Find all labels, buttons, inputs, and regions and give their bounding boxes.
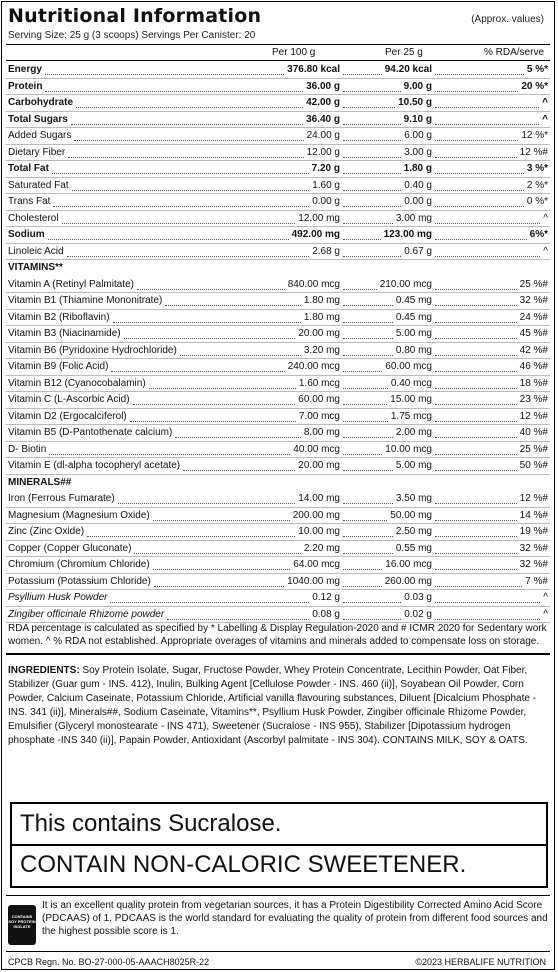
leader-dots [343,147,401,158]
value-rda: 12 %# [519,146,548,158]
value-rda: 19 %# [519,526,548,537]
nutrient-row [8,442,554,458]
leader-dots [343,493,393,504]
value-rda: 2 %* [526,179,548,191]
leader-dots [68,147,303,158]
leader-dots [165,295,301,306]
leader-dots [110,592,309,603]
leader-dots [435,361,517,372]
value-per100: 64.00 mcg [293,559,340,570]
value-rda: 32 %# [519,542,548,554]
value-rda: 12 %# [519,410,548,422]
nutrient-name: Energy [8,64,42,75]
value-per25: 3.50 mg [395,493,432,504]
nutrient-name: Potassium (Potassium Chloride) [8,575,151,587]
value-per25: 94.20 kcal [384,64,432,75]
leader-dots [183,460,295,471]
nutrient-row [8,277,554,293]
value-rda: ^ [542,113,548,125]
leader-dots [343,394,387,405]
leader-dots [45,81,303,92]
nutrient-name: Cholesterol [8,212,59,224]
value-rda: 46 %# [519,361,548,372]
leader-dots [343,246,401,257]
value-rda: 25 %# [519,443,548,455]
leader-dots [343,97,395,108]
nutrient-row [8,491,554,507]
divider [6,951,550,952]
value-per25: 3.00 mg [395,212,432,224]
leader-dots [153,510,290,521]
value-per100: 12.00 mg [298,212,340,224]
leader-dots [343,559,382,570]
nutrient-row [8,343,554,359]
approx-note: (Approx. values) [471,14,544,25]
value-per100: 492.00 mg [291,229,340,240]
leader-dots [343,543,393,554]
nutrient-row [8,128,554,144]
leader-dots [435,576,522,587]
value-per25: 0.40 mcg [390,377,432,389]
leader-dots [435,427,517,438]
value-rda: ^ [542,97,548,108]
nutrient-name: Vitamin B9 (Folic Acid) [8,361,109,372]
leader-dots [154,576,284,587]
leader-dots [343,510,387,521]
value-rda: 12 %* [521,130,548,141]
value-per25: 0.03 g [404,592,432,603]
value-per100: 24.00 g [306,130,340,141]
leader-dots [71,114,303,125]
value-per25: 0.45 mg [395,295,432,306]
value-per100: 1.80 mg [303,311,340,323]
value-per25: 260.00 mg [384,575,432,587]
leader-dots [435,559,517,570]
serving-info: Serving Size: 25 g (3 scoops) Servings Per Canister: 20 [8,30,256,41]
leader-dots [343,312,393,323]
leader-dots [435,229,527,240]
value-rda: 32 %# [519,559,548,570]
col-header-per100: Per 100 g [272,47,316,58]
leader-dots [435,378,517,389]
nutrient-row [8,607,554,623]
leader-dots [343,213,393,224]
value-per25: 0.00 g [404,196,432,207]
value-rda: 18 %# [519,377,548,389]
value-per25: 0.67 g [404,245,432,257]
leader-dots [124,328,296,339]
leader-dots [343,279,377,290]
nutrient-row [8,359,554,375]
leader-dots [435,279,517,290]
nutrient-row [8,112,554,128]
value-per25: 0.45 mg [395,311,432,323]
leader-dots [137,279,285,290]
leader-dots [153,559,291,570]
nutrient-name: Vitamin B12 (Cyanocobalamin) [8,377,146,389]
nutrient-name: Zingiber officinale Rhizome powder [8,608,165,620]
value-rda: 50 %# [519,460,548,471]
nutrient-row [8,541,554,557]
ingredients-block [8,664,548,748]
leader-dots [435,543,517,554]
copyright: ©2023 HERBALIFE NUTRITION [415,957,546,967]
value-per25: 9.10 g [403,113,432,125]
value-rda: 7 %# [525,575,548,587]
nutrient-row [8,178,554,194]
value-rda: 0 %* [526,196,548,207]
nutrient-name: Chromium (Chromium Chloride) [8,559,150,570]
value-per100: 20.00 mg [298,328,340,339]
value-per100: 3.20 mg [303,344,340,356]
nutrient-row [8,79,554,95]
leader-dots [435,411,517,422]
divider [6,895,550,896]
value-per100: 1.80 mg [303,295,340,306]
divider [6,60,550,61]
leader-dots [435,295,517,306]
nutrient-row [8,227,554,243]
sucralose-warning: This contains Sucralose. [20,810,282,837]
nutrient-name: Copper (Copper Gluconate) [8,542,132,554]
nutrient-name: Protein [8,80,43,92]
value-rda: ^ [543,245,548,257]
nutrient-name: Vitamin B1 (Thiamine Mononitrate) [8,295,163,306]
leader-dots [435,97,539,108]
value-per100: 12.00 g [306,146,340,158]
value-per25: 15.00 mg [390,394,432,405]
value-per100: 1.60 mcg [298,377,340,389]
col-header-rda: % RDA/serve [483,47,544,58]
leader-dots [435,460,517,471]
value-rda: 45 %# [519,328,548,339]
nutrition-panel [1,1,555,970]
value-per25: 10.00 mcg [385,443,432,455]
value-per100: 376.80 kcal [287,64,340,75]
leader-dots [435,114,539,125]
nutrient-name: Vitamin B3 (Niacinamide) [8,328,121,339]
value-per25: 0.55 mg [395,542,432,554]
nutrient-row [8,458,554,474]
value-per25: 0.02 g [404,608,432,620]
nutrient-name: Vitamin C (L-Ascorbic Acid) [8,394,130,405]
leader-dots [343,526,393,537]
value-per25: 10.50 g [398,97,432,108]
leader-dots [435,592,540,603]
value-rda: 40 %# [519,427,548,438]
leader-dots [435,312,517,323]
nutrient-row [8,376,554,392]
value-rda: ^ [543,212,548,224]
leader-dots [435,81,518,92]
value-per25: 2.50 mg [395,526,432,537]
value-rda: 25 %# [519,278,548,290]
nutrient-row [8,557,554,573]
row-divider [6,259,550,260]
nutrient-name: Carbohydrate [8,97,74,108]
value-per100: 240.00 mcg [287,361,340,372]
value-per25: 0.40 g [404,179,432,191]
divider [6,653,550,655]
value-per25: 0.80 mg [395,344,432,356]
leader-dots [435,246,540,257]
leader-dots [435,328,517,339]
value-per100: 60.00 mg [298,394,340,405]
leader-dots [343,592,401,603]
value-rda: 6%* [529,229,548,240]
value-per100: 2.20 mg [303,542,340,554]
ingredients-text: Soy Protein Isolate, Sugar, Fructose Powder, Whey Protein Concentrate, Lecithin Powder, Oat Fiber, Stabilizer (Guar gum - INS. 412), Inulin, Bulking Agent [Cellulose Powder - INS. 460 (ii)], Soyabean Oil Powder, Corn Powder, Calcium Caseinate, Potassium Chloride, Artificial vanilla flavouring substances, Diluent [Dicalcium Phosphate - INS. 341 (ii)], Minerals##, Sodium Caseinate, Vitamins**, Psyllium Husk Powder, Zingiber officinale Rhizome Powder, Emulsifier (Glyceryl monostearate - INS 471), Sweetener (Sucralose - INS 955), Stabilizer [Dipotassium hydrogen phosphate -INS 340 (ii)], Papain Powder, Antioxidant (Ascorbyl palmitate - INS 304). CONTAINS MILK, SOY & OATS. [8,665,537,746]
leader-dots [76,97,303,108]
leader-dots [48,229,289,240]
value-per25: 2.00 mg [395,427,432,438]
leader-dots [435,196,524,207]
value-per25: 9.00 g [403,80,432,92]
nutrient-row [8,326,554,342]
value-per100: 7.20 g [311,163,340,174]
nutrient-row [8,62,554,78]
leader-dots [72,180,310,191]
leader-dots [343,130,401,141]
value-per25: 5.00 mg [395,460,432,471]
nutrient-row [8,425,554,441]
nutrient-name: Iron (Ferrous Fumarate) [8,493,115,504]
nutrient-row [8,310,554,326]
leader-dots [343,64,382,75]
nutrient-row [8,508,554,524]
value-rda: 20 %* [521,80,548,92]
leader-dots [343,444,382,455]
vitamins-heading: VITAMINS** [8,262,63,273]
nutrient-name: Zinc (Zinc Oxide) [8,526,85,537]
leader-dots [435,526,517,537]
value-per25: 1.75 mcg [390,410,432,422]
nutrient-name: Vitamin B6 (Pyridoxine Hydrochloride) [8,344,177,356]
value-per100: 14.00 mg [298,493,340,504]
col-header-per25: Per 25 g [385,47,423,58]
value-per100: 840.00 mcg [287,278,340,290]
leader-dots [343,427,393,438]
nutrient-name: Vitamin A (Retinyl Palmitate) [8,278,134,290]
nutrient-name: Dietary Fiber [8,146,66,158]
leader-dots [435,130,518,141]
leader-dots [52,163,309,174]
value-per100: 8.00 mg [303,427,340,438]
leader-dots [435,394,517,405]
row-divider [6,474,550,475]
leader-dots [435,510,517,521]
soy-protein-logo: CONTAINS SOY PROTEIN ISOLATE [8,905,36,945]
leader-dots [87,526,295,537]
leader-dots [111,361,284,372]
nutrient-name: Magnesium (Magnesium Oxide) [8,509,150,521]
nutrient-name: Psyllium Husk Powder [8,592,108,603]
leader-dots [435,213,540,224]
value-per25: 3.00 g [404,146,432,158]
leader-dots [175,427,301,438]
leader-dots [167,609,309,620]
value-per25: 5.00 mg [395,328,432,339]
value-rda: 32 %# [519,295,548,306]
leader-dots [343,196,401,207]
value-per100: 42.00 g [306,97,340,108]
leader-dots [435,609,540,620]
ingredients-label: INGREDIENTS: [8,665,80,676]
leader-dots [343,460,393,471]
leader-dots [435,444,517,455]
leader-dots [343,229,381,240]
value-per100: 0.12 g [312,592,340,603]
leader-dots [67,246,310,257]
leader-dots [133,394,296,405]
leader-dots [343,576,382,587]
leader-dots [343,361,382,372]
nutrient-row [8,244,554,260]
leader-dots [435,64,524,75]
divider [10,844,548,846]
nutrient-row [8,95,554,111]
leader-dots [53,196,309,207]
value-per100: 1040.00 mg [287,575,340,587]
leader-dots [343,378,388,389]
nutrient-name: Vitamin B5 (D-Pantothenate calcium) [8,427,173,438]
rda-note: RDA percentage is calculated as specified by * Labelling & Display Regulation-2020 and # ICMR 2020 for Sedentary work women. ^ % RDA not established. Appropriate overages of vitamins and minerals added to compensate loss on storage. [8,623,547,647]
nutrient-name: Trans Fat [8,196,51,207]
nutrient-name: Added Sugars [8,130,72,141]
minerals-heading: MINERALS## [8,476,72,488]
leader-dots [149,378,296,389]
nutrient-row [8,574,554,590]
value-per100: 200.00 mg [292,509,340,521]
nutrient-name: Total Sugars [8,113,68,125]
leader-dots [343,609,401,620]
value-rda: 23 %# [519,394,548,405]
nutrient-row [8,161,554,177]
value-per100: 1.60 g [312,179,340,191]
nutrient-name: D- Biotin [8,443,47,455]
nutrient-name: Total Fat [8,163,49,174]
leader-dots [343,81,401,92]
pdcaas-note: It is an excellent quality protein from vegetarian sources, it has a Protein Digestibility Corrected Amino Acid Score (PDCAAS) of 1. PDCAAS is the world standard for evaluating the quality of protein from different food sources and the highest possible score is 1. [42,900,548,937]
nutrient-row [8,590,554,606]
leader-dots [118,493,296,504]
value-per100: 0.00 g [312,196,340,207]
value-per25: 60.00 mcg [385,361,432,372]
nutrient-row [8,524,554,540]
leader-dots [435,493,517,504]
value-per25: 6.00 g [404,130,432,141]
leader-dots [49,444,290,455]
nutrient-name: Sodium [8,229,45,240]
nutrient-row [8,392,554,408]
regn-number: CPCB Regn. No. BO-27-000-05-AAACH8025R-22 [8,957,210,967]
value-per100: 36.00 g [306,80,340,92]
nutrient-name: Vitamin E (dl-alpha tocopheryl acetate) [8,460,181,471]
value-rda: 14 %# [519,509,548,521]
value-rda: 5 %* [526,64,548,75]
value-per100: 10.00 mg [298,526,340,537]
value-per100: 36.40 g [306,113,340,125]
nutrient-row [8,194,554,210]
value-per100: 40.00 mcg [293,443,340,455]
leader-dots [435,163,524,174]
leader-dots [435,180,524,191]
non-caloric-warning: CONTAIN NON-CALORIC SWEETENER. [20,851,467,878]
leader-dots [343,411,388,422]
value-rda: 42 %# [519,344,548,356]
leader-dots [45,64,284,75]
leader-dots [74,130,303,141]
nutrient-row [8,145,554,161]
divider [6,44,550,45]
value-rda: ^ [543,592,548,603]
value-per100: 0.08 g [312,608,340,620]
value-per25: 123.00 mg [383,229,432,240]
value-rda: 3 %* [526,163,548,174]
value-per25: 1.80 g [403,163,432,174]
leader-dots [134,543,300,554]
value-per100: 7.00 mcg [298,410,340,422]
leader-dots [62,213,296,224]
nutrient-name: Vitamin B2 (Riboflavin) [8,311,110,323]
nutrient-name: Saturated Fat [8,179,69,191]
value-rda: 24 %# [519,311,548,323]
leader-dots [435,345,517,356]
leader-dots [113,312,301,323]
leader-dots [343,295,393,306]
value-per100: 2.68 g [312,245,340,257]
leader-dots [435,147,517,158]
leader-dots [343,345,393,356]
leader-dots [180,345,301,356]
value-per100: 20.00 mg [298,460,340,471]
panel-title: Nutritional Information [8,5,262,27]
nutrient-name: Linoleic Acid [8,245,64,257]
nutrient-row [8,211,554,227]
nutrient-row [8,409,554,425]
value-per25: 50.00 mg [390,509,432,521]
value-per25: 210.00 mcg [379,278,432,290]
nutrient-row [8,293,554,309]
leader-dots [343,328,393,339]
value-per25: 16.00 mcg [385,559,432,570]
value-rda: ^ [543,608,548,620]
leader-dots [343,163,401,174]
nutrient-name: Vitamin D2 (Ergocalciferol) [8,410,127,422]
value-rda: 12 %# [519,493,548,504]
leader-dots [130,411,296,422]
leader-dots [343,114,401,125]
leader-dots [343,180,401,191]
